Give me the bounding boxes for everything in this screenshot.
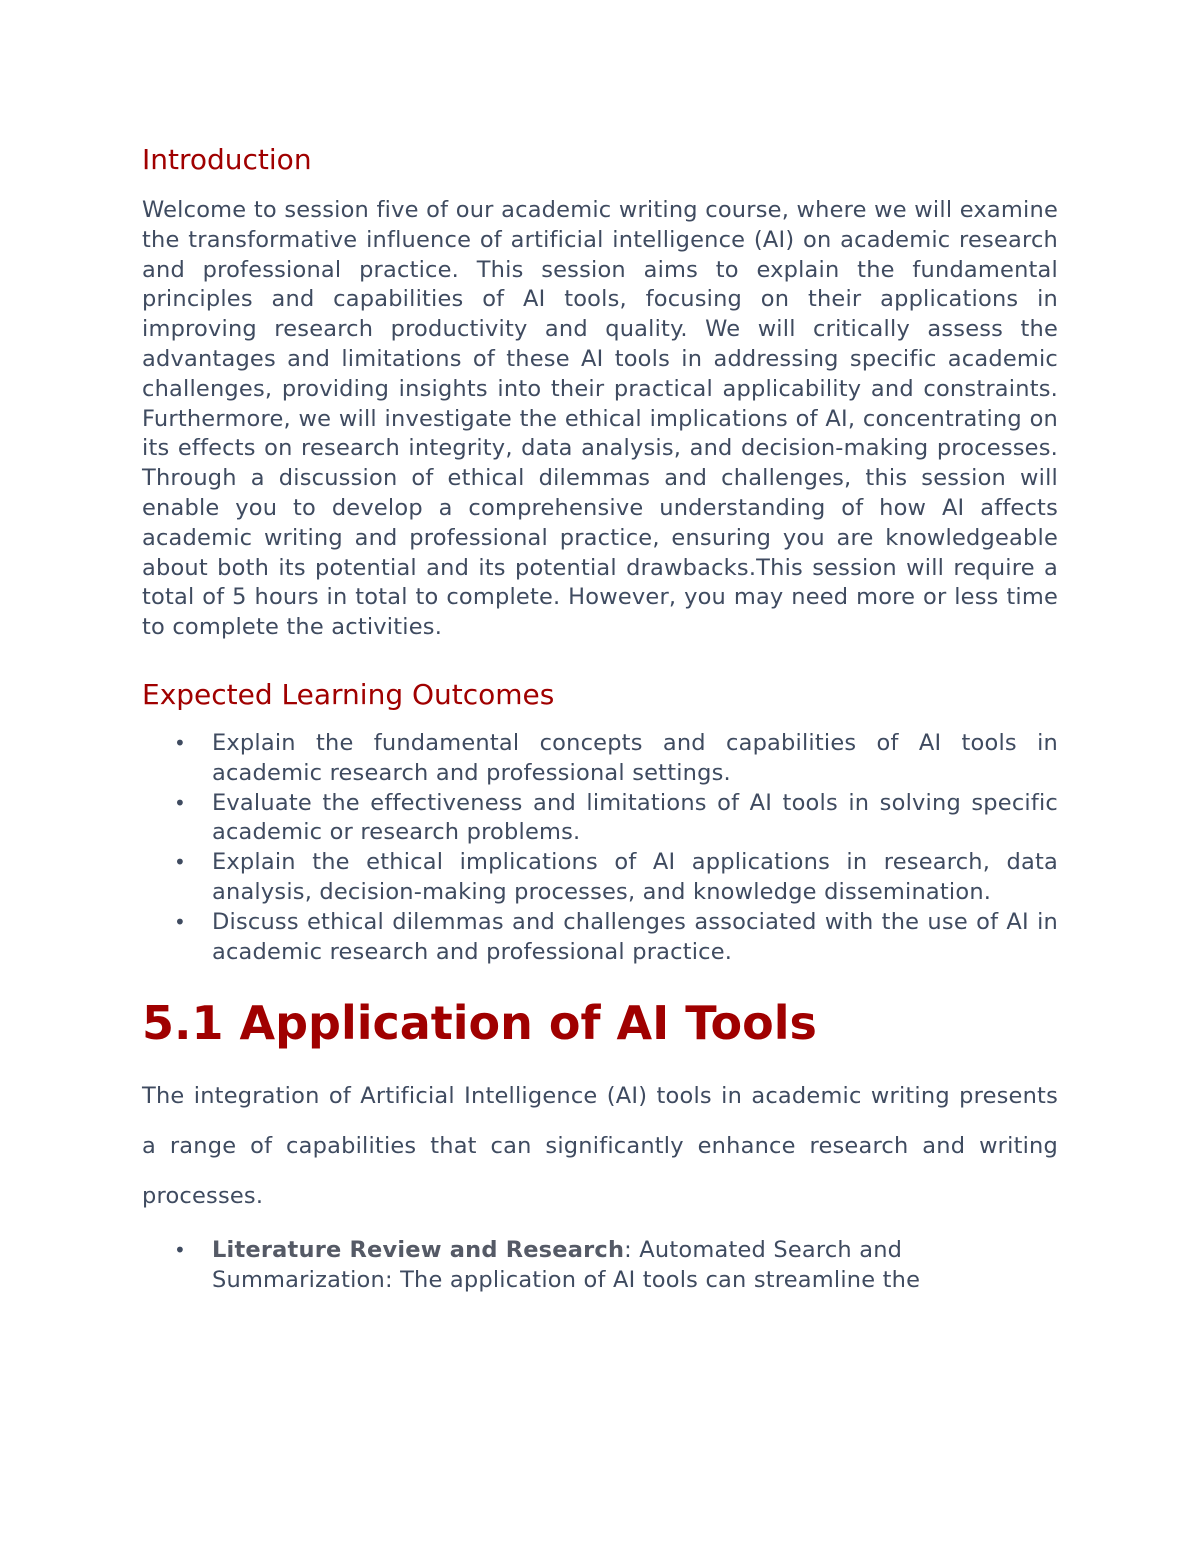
learning-outcomes-heading: Expected Learning Outcomes <box>142 677 555 711</box>
list-item <box>174 908 1058 968</box>
list-item <box>174 789 1058 849</box>
bullet-icon: • <box>174 850 186 875</box>
list-item-text: : Automated Search and Summarization: The application of AI tools can streamline the <box>212 1237 921 1294</box>
bullet-icon: • <box>174 730 186 755</box>
introduction-heading: Introduction <box>142 143 312 176</box>
applications-list <box>142 1235 1058 1295</box>
introduction-paragraph: Welcome to session five of our academic writing course, where we will examine the transformative influence of artificial intelligence (AI) on academic research and professional practice. This session aims to explain the fundamental principles and capabilities of AI tools, focusing on their applications in improving research productivity and quality. We will critically assess the advantages and limitations of these AI tools in addressing specific academic challenges, providing insights into their practical applicability and constraints. Furthermore, we will investigate the ethical implications of AI, concentrating on its effects on research integrity, data analysis, and decision-making processes. Through a discussion of ethical dilemmas and challenges, this session will enable you to develop a comprehensive understanding of how AI affects academic writing and professional practice, ensuring you are knowledgeable about both its potential and its potential drawbacks.This session will require a total of 5 hours in total to complete. However, you may need more or less time to complete the activities. <box>142 197 1058 641</box>
list-item <box>174 848 1058 908</box>
list-item <box>174 729 1058 789</box>
section-heading: 5.1 Application of AI Tools <box>142 996 817 1051</box>
learning-outcomes-list <box>142 729 1058 967</box>
bullet-icon: • <box>174 909 186 934</box>
section-intro-paragraph: The integration of Artificial Intelligence (AI) tools in academic writing presents a range of capabilities that can significantly enhance research and writing processes. <box>142 1083 1058 1210</box>
list-item-title: Literature Review and Research <box>212 1237 625 1264</box>
list-item-text: Explain the fundamental concepts and capabilities of AI tools in academic research and professional settings. <box>212 729 1058 786</box>
list-item-text: Explain the ethical implications of AI applications in research, data analysis, decision-making processes, and knowledge dissemination. <box>212 849 1058 905</box>
list-item <box>174 1235 1058 1295</box>
document-page <box>142 140 1058 1295</box>
bullet-icon: • <box>174 1238 186 1263</box>
list-item-text: Discuss ethical dilemmas and challenges associated with the use of AI in academic research and professional practice. <box>212 908 1058 965</box>
bullet-icon: • <box>174 790 186 815</box>
list-item-text: Evaluate the effectiveness and limitations of AI tools in solving specific academic or research problems. <box>212 789 1058 846</box>
